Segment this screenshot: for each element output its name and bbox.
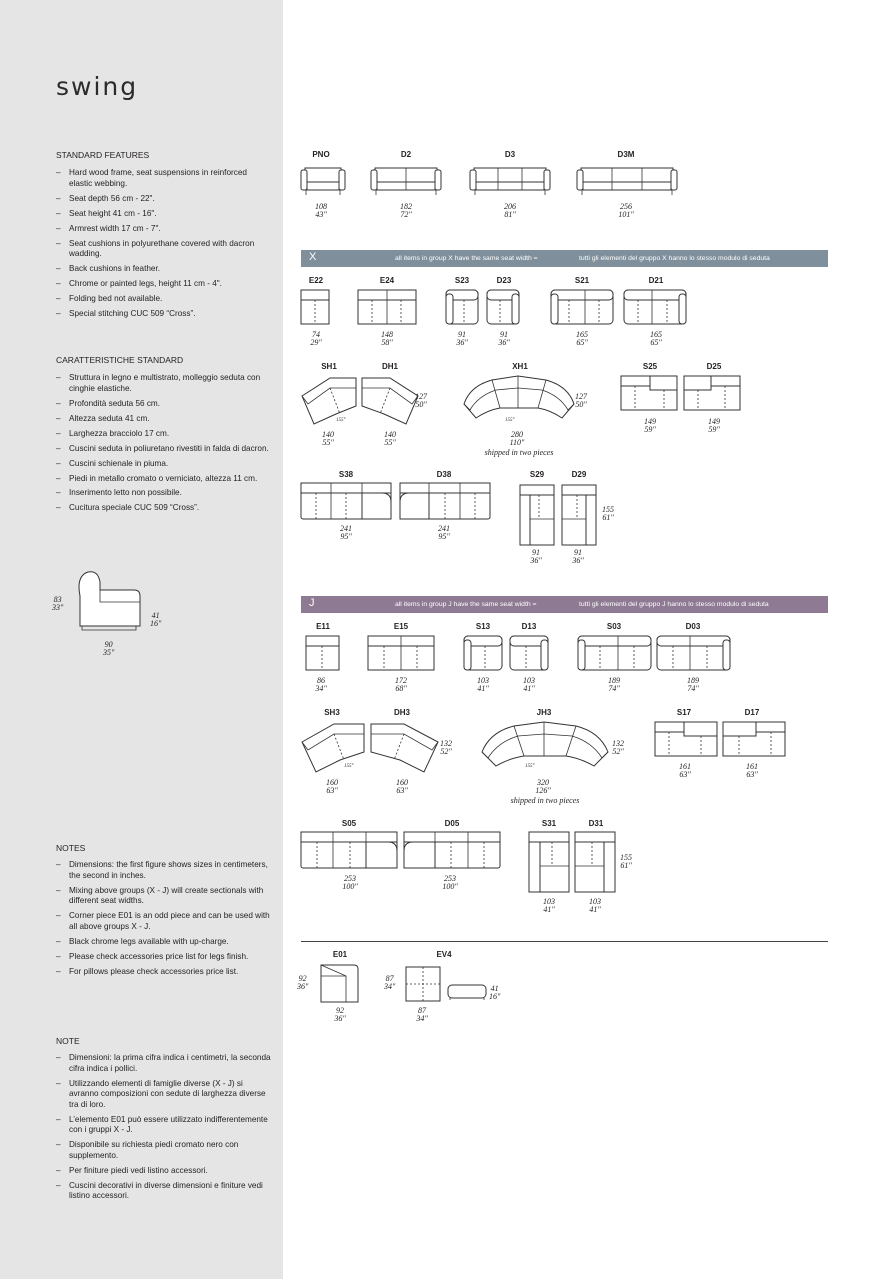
dim-s25: 149 59" [644,417,656,435]
depth-j-row3: 155 61" [620,853,632,871]
code-d21: D21 [648,276,664,285]
profile-seat: 41 16" [150,611,162,629]
dim-d05: 253 100" [442,874,458,892]
code-s03: S03 [606,622,622,631]
dim-s29: 91 36" [530,548,542,566]
code-d3: D3 [504,150,516,159]
list-item: – Folding bed not available. [56,294,271,305]
dim-s38: 241 95" [340,524,352,542]
code-s05: S05 [341,819,357,828]
dim-s13: 103 41" [477,676,489,694]
code-d17: D17 [744,708,760,717]
list-item: – Larghezza bracciolo 17 cm. [56,429,271,440]
list-item: – Black chrome legs available with up-charge. [56,937,271,948]
side-ev4: 87 34" [384,974,396,992]
code-e11: E11 [316,622,330,631]
list-item: – Seat depth 56 cm - 22". [56,194,271,205]
caratteristiche-heading: CARATTERISTICHE STANDARD [56,355,184,365]
side-e01: 92 36" [297,974,309,992]
plan-row-j1b [462,636,552,672]
code-s21: S21 [574,276,590,285]
depth-x-b: 127 50" [575,392,587,410]
plan-row-j1c [576,636,736,672]
dim-d38: 241 95" [438,524,450,542]
dim-e01: 92 36" [334,1006,346,1024]
corner-sh1-dh1 [300,374,420,430]
code-sh3: SH3 [324,708,340,717]
shipped-j: shipped in two pieces [510,796,580,805]
code-d2: D2 [400,150,412,159]
dim-s17: 161 63" [679,762,691,780]
list-item: – Chrome or painted legs, height 11 cm - 4". [56,279,271,290]
dim-d3m: 256 101" [618,202,634,220]
brand-title: swing [56,72,139,101]
code-d31: D31 [588,819,604,828]
list-item: – Struttura in legno e multistrato, molleggio seduta con cinghie elastiche. [56,373,271,394]
code-d29: D29 [571,470,587,479]
code-ev4: EV4 [436,950,452,959]
code-s23: S23 [454,276,470,285]
caratteristiche-list [56,373,271,518]
notes-list [56,860,271,982]
dim-d2: 182 72" [400,202,412,220]
code-xh1: XH1 [512,362,528,371]
plan-s17-d17 [654,722,788,758]
list-item: – Per finiture piedi vedi listino accessori. [56,1166,271,1177]
code-e22: E22 [308,276,324,285]
list-item: – Hard wood frame, seat suspensions in reinforced elastic webbing. [56,168,271,189]
list-item: – Dimensioni: la prima cifra indica i centimetri, la seconda cifra indica i pollici. [56,1053,271,1074]
sofa-profile-drawing [74,568,154,638]
dim-d21: 165 65" [650,330,662,348]
angle-sh3: 155° [344,764,354,769]
code-e15: E15 [393,622,409,631]
list-item: – Seat cushions in polyurethane covered with dacron wadding. [56,239,271,260]
code-s29: S29 [529,470,545,479]
list-item: – Altezza seduta 41 cm. [56,414,271,425]
group-x-note-it: tutti gli elementi del gruppo X hanno lo stesso modulo di seduta [579,255,770,262]
standard-features-heading: STANDARD FEATURES [56,150,150,160]
angle-jh3: 155° [525,764,535,769]
plan-row-x1c [549,290,689,326]
corner-sh3-dh3 [300,720,440,776]
dim-s31: 103 41" [543,897,555,915]
plan-e01 [320,964,360,1004]
dim-dh1: 140 55" [384,430,396,448]
profile-height: 83 33" [52,595,64,613]
dim-e22: 74 29" [310,330,322,348]
list-item: – Special stitching CUC 509 “Cross”. [56,309,271,320]
code-d3m: D3M [617,150,635,159]
list-item: – Cucitura speciale CUC 509 “Cross”. [56,503,271,514]
list-item: – Profondità seduta 56 cm. [56,399,271,410]
plan-s29-d29 [519,484,599,546]
profile-depth: 90 35" [103,640,115,658]
front-view-pno [300,164,346,196]
list-item: – Corner piece E01 is an odd piece and can be used with all above groups X - J. [56,911,271,932]
code-jh3: JH3 [536,708,552,717]
dim-s23: 91 36" [456,330,468,348]
front-view-d3 [469,164,551,196]
dim-d17: 161 63" [746,762,758,780]
code-e01: E01 [332,950,348,959]
corner-xh1 [462,374,576,424]
dim-d29: 91 36" [572,548,584,566]
group-j-note-it: tutti gli elementi del gruppo J hanno lo stesso modulo di seduta [579,601,769,608]
plan-s05-d05 [300,831,504,869]
group-j-band [301,596,828,613]
list-item: – For pillows please check accessories price list. [56,967,271,978]
notes-heading: NOTES [56,843,86,853]
dim-e15: 172 68" [395,676,407,694]
dim-sh3: 160 63" [326,778,338,796]
depth-j-a: 132 52" [440,739,452,757]
dim-dh3: 160 63" [396,778,408,796]
list-item: – Inserimento letto non possibile. [56,488,271,499]
dim-xh1: 280 110" [509,430,525,448]
code-s31: S31 [541,819,557,828]
plan-row-x1b [444,290,524,326]
code-s13: S13 [475,622,491,631]
code-d23: D23 [496,276,512,285]
list-item: – Piedi in metallo cromato o verniciato, altezza 11 cm. [56,474,271,485]
plan-s31-d31 [528,831,618,893]
code-d25: D25 [706,362,722,371]
standard-features-list [56,168,271,324]
dim-sh1: 140 55" [322,430,334,448]
code-d03: D03 [685,622,701,631]
code-e24: E24 [379,276,395,285]
list-item: – Mixing above groups (X - J) will create sectionals with different seat widths. [56,886,271,907]
height-ev4: 41 16" [489,984,501,1002]
plan-s25-d25 [620,376,744,412]
list-item: – Armrest width 17 cm - 7". [56,224,271,235]
dim-ev4: 87 34" [416,1006,428,1024]
code-s25: S25 [642,362,658,371]
corner-jh3 [480,720,610,772]
dim-pno: 108 43" [315,202,327,220]
list-item: – Seat height 41 cm - 16". [56,209,271,220]
depth-x-row3: 155 61" [602,505,614,523]
list-item: – Cuscini schienale in piuma. [56,459,271,470]
angle-sh1: 155° [336,418,346,423]
list-item: – Dimensions: the first figure shows sizes in centimeters, the second in inches. [56,860,271,881]
code-d13: D13 [521,622,537,631]
list-item: – Cuscini decorativi in diverse dimensioni e finiture vedi listino accessori. [56,1181,271,1202]
group-x-letter: X [309,251,317,263]
code-d05: D05 [444,819,460,828]
list-item: – Utilizzando elementi di famiglie diverse (X - J) si avranno composizioni con sedute di larghezza diverse tra di loro. [56,1079,271,1111]
plan-row-j1a [305,636,437,672]
note-it-list [56,1053,271,1206]
list-item: – Disponibile su richiesta piedi cromato nero con supplemento. [56,1140,271,1161]
plan-row-x1a [301,290,431,326]
group-j-note-en: all items in group J have the same seat width = [395,601,537,608]
plan-s38-d38 [300,482,494,520]
group-j-letter: J [309,597,315,609]
group-x-note-en: all items in group X have the same seat width = [395,255,538,262]
angle-xh1: 155° [505,418,515,423]
dim-d13: 103 41" [523,676,535,694]
depth-x-a: 127 50" [415,392,427,410]
code-s17: S17 [676,708,692,717]
code-pno: PNO [312,150,330,159]
dim-s03: 189 74" [608,676,620,694]
dim-e11: 86 34" [315,676,327,694]
dim-s05: 253 100" [342,874,358,892]
dim-s21: 165 65" [576,330,588,348]
list-item: – Please check accessories price list for legs finish. [56,952,271,963]
dim-d25: 149 59" [708,417,720,435]
group-x-band [301,250,828,267]
shipped-x: shipped in two pieces [484,448,554,457]
dim-d03: 189 74" [687,676,699,694]
dim-d31: 103 41" [589,897,601,915]
list-item: – Cuscini seduta in poliuretano rivestiti in falda di dacron. [56,444,271,455]
divider [301,941,828,942]
list-item: – L’elemento E01 può essere utilizzato indifferentemente con i gruppi X - J. [56,1115,271,1136]
depth-j-b: 132 52" [612,739,624,757]
code-sh1: SH1 [321,362,337,371]
code-dh3: DH3 [393,708,410,717]
dim-e24: 148 58" [381,330,393,348]
list-item: – Back cushions in feather. [56,264,271,275]
code-d38: D38 [436,470,452,479]
code-s38: S38 [338,470,354,479]
code-dh1: DH1 [381,362,398,371]
front-view-d2 [370,164,442,196]
front-view-d3m [576,164,678,196]
note-it-heading: NOTE [56,1036,80,1046]
dim-jh3: 320 126" [535,778,551,796]
dim-d23: 91 36" [498,330,510,348]
dim-d3: 206 81" [504,202,516,220]
